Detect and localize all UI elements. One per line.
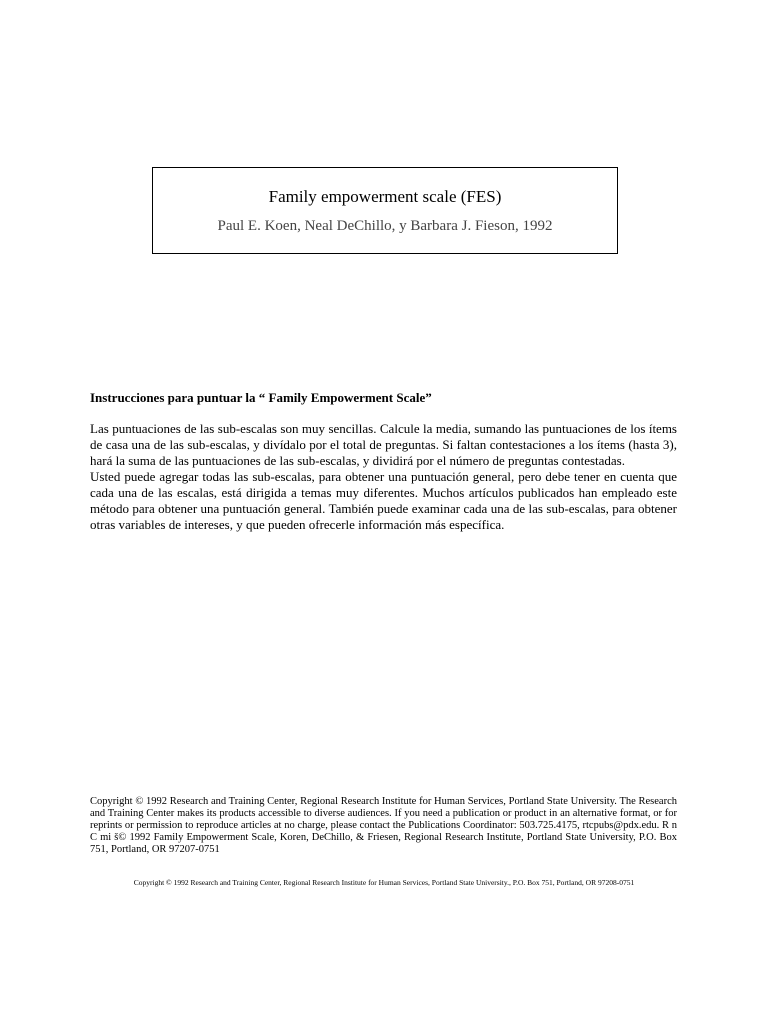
instructions-paragraph-1: Las puntuaciones de las sub-escalas son muy sencillas. Calcule la media, sumando las puntuaciones de los ítems de casa una de las sub-escalas, y divídalo por el total de preguntas. Si faltan contestaciones a los ítems (hasta 3), hará la suma de las puntuaciones de las sub-escalas, y dividirá por el número de preguntas contestadas. — [90, 421, 677, 468]
document-title: Family empowerment scale (FES) — [268, 187, 502, 206]
instructions-section — [90, 390, 677, 533]
page-footer: Copyright © 1992 Research and Training Center, Regional Research Institute for Human Services, Portland State University., P.O. Box 751, Portland, OR 97208-0751 — [133, 878, 635, 887]
instructions-heading: Instrucciones para puntuar la “ Family Empowerment Scale” — [90, 390, 432, 405]
document-authors: Paul E. Koen, Neal DeChillo, y Barbara J. Fieson, 1992 — [217, 218, 553, 234]
title-box — [152, 167, 618, 254]
instructions-paragraph-2: Usted puede agregar todas las sub-escalas, para obtener una puntuación general, pero debe tener en cuenta que cada una de las escalas, está dirigida a temas muy diferentes. Muchos artículos publicados han empleado este método para obtener una puntuación general. También puede examinar cada una de las sub-escalas, para obtener otras variables de intereses, y que pueden ofrecerle información más específica. — [90, 469, 677, 532]
copyright-notice: Copyright © 1992 Research and Training Center, Regional Research Institute for Human Services, Portland State University. The Research and Training Center makes its products accessible to diverse audiences. If you need a publication or product in an alternative format, or for reprints or permission to reproduce articles at no charge, please contact the Publications Coordinator: 503.725.4175, rtcpubs@pdx.edu. R n C mi š© 1992 Family Empowerment Scale, Koren, DeChillo, & Friesen, Regional Research Institute, Portland State University, P.O. Box 751, Portland, OR 97207-0751 — [90, 796, 677, 855]
